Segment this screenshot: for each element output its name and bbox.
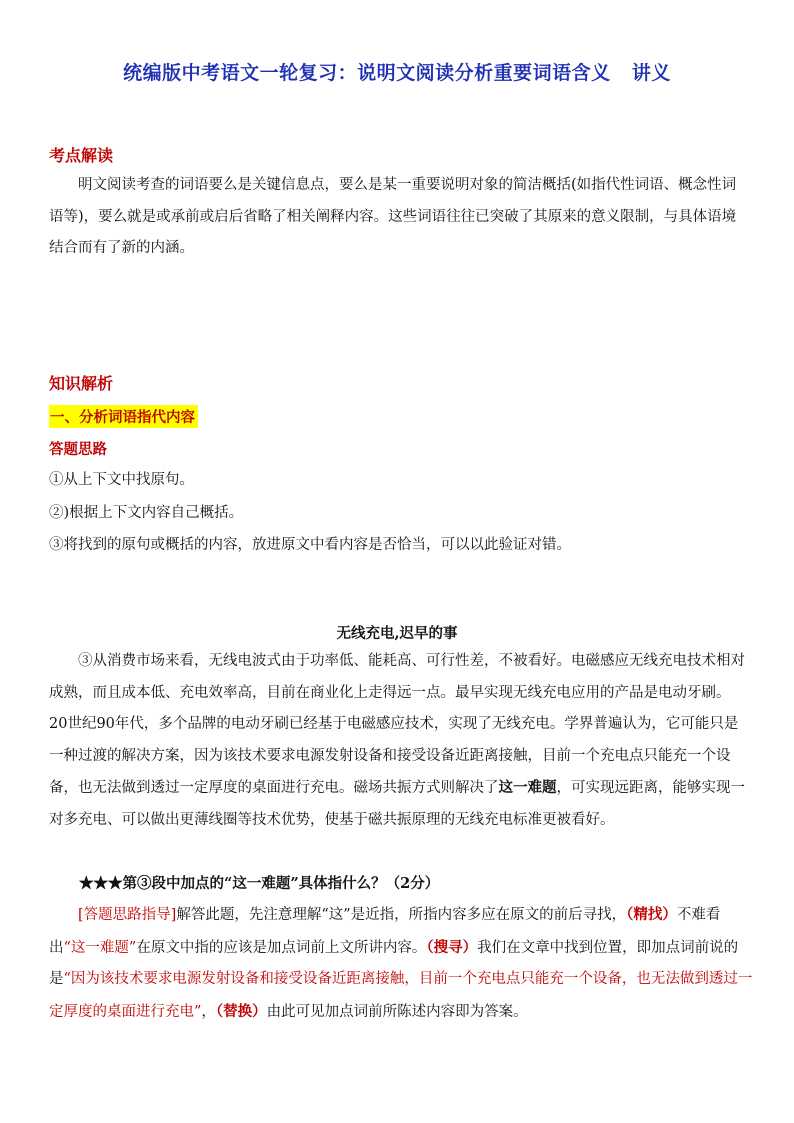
answer-guide (49, 899, 753, 1028)
answer-text: 在原文中指的应该是加点词前上文所讲内容。 (136, 939, 427, 956)
answer-text: 我们在文章中找到位置，即加点词前说的是 (49, 939, 739, 987)
answer-quote: “因为该技术要求电源发射设备和接受设备近距离接触，目前一个充电点只能充一个设备，也无法做到透过一定厚度的桌面进行充电” (49, 971, 753, 1020)
question-text: ★★★第③段中加点的“这一难题”具体指什么？（2分） (79, 875, 440, 892)
step-item: ②)根据上下文内容自己概括。 (49, 505, 244, 521)
answer-text: ， (201, 1003, 216, 1020)
answer-text: 由此可见加点词前所陈述内容即为答案。 (266, 1003, 528, 1020)
highlighted-subheading: 一、分析词语指代内容 (49, 405, 198, 428)
page-title: 统编版中考语文一轮复习：说明文阅读分析重要词语含义 讲义 (123, 62, 671, 84)
method-label: 答题思路 (49, 442, 107, 458)
section-heading-zhishi: 知识解析 (49, 374, 114, 393)
article-paragraph (49, 646, 745, 836)
article-text-before: ③从消费市场来看，无线电波式由于功率低、能耗高、可行性差，不被看好。电磁感应无线充电技术相对成熟，而且成本低、充电效率高，目前在商业化上走得远一点。最早实现无线充电应用的产品是电动牙刷。20世纪90年代，多个品牌的电动牙刷已经基于电磁感应技术，实现了无线充电。学界普遍认为，它可能只是一种过渡的解决方案，因为该技术要求电源发射设备和接受设备近距离接触，目前一个充电点只能充一个设备，也无法做到透过一定厚度的桌面进行充电。磁场共振方式则解决了 (49, 653, 745, 796)
answer-text: 解答此题，先注意理解“这”是近指，所指内容多应在原文的前后寻找， (176, 907, 627, 923)
article-title: 无线充电,迟早的事 (336, 625, 458, 642)
step-tag: （搜寻） (426, 938, 478, 956)
step-tag: （精找） (626, 906, 677, 923)
answer-quote: “这一难题” (63, 939, 137, 956)
step-tag: （替换） (215, 1002, 267, 1020)
kaodian-paragraph: 明文阅读考查的词语要么是关键信息点，要么是某一重要说明对象的简洁概括(如指代性词语、概念性词语等)，要么就是或承前或启后省略了相关阐释内容。这些词语往往已突破了其原来的意义限制，与具体语境结合而有了新的内涵。 (49, 177, 737, 256)
article-text-after: ，可实现远距离，能够实现一对多充电、可以做出更薄线圈等技术优势，使基于磁共振原理的无线充电标准更被看好。 (49, 780, 745, 828)
step-item: ③将找到的原句或概括的内容，放进原文中看内容是否恰当，可以以此验证对错。 (49, 537, 571, 553)
step-item: ①从上下文中找原句。 (49, 472, 194, 488)
answer-label: [答题思路指导] (78, 907, 177, 923)
answer-text: 不难看出 (49, 907, 721, 956)
dotted-keyword: 这一难题 (498, 779, 557, 796)
section-heading-kaodian: 考点解读 (49, 146, 114, 165)
